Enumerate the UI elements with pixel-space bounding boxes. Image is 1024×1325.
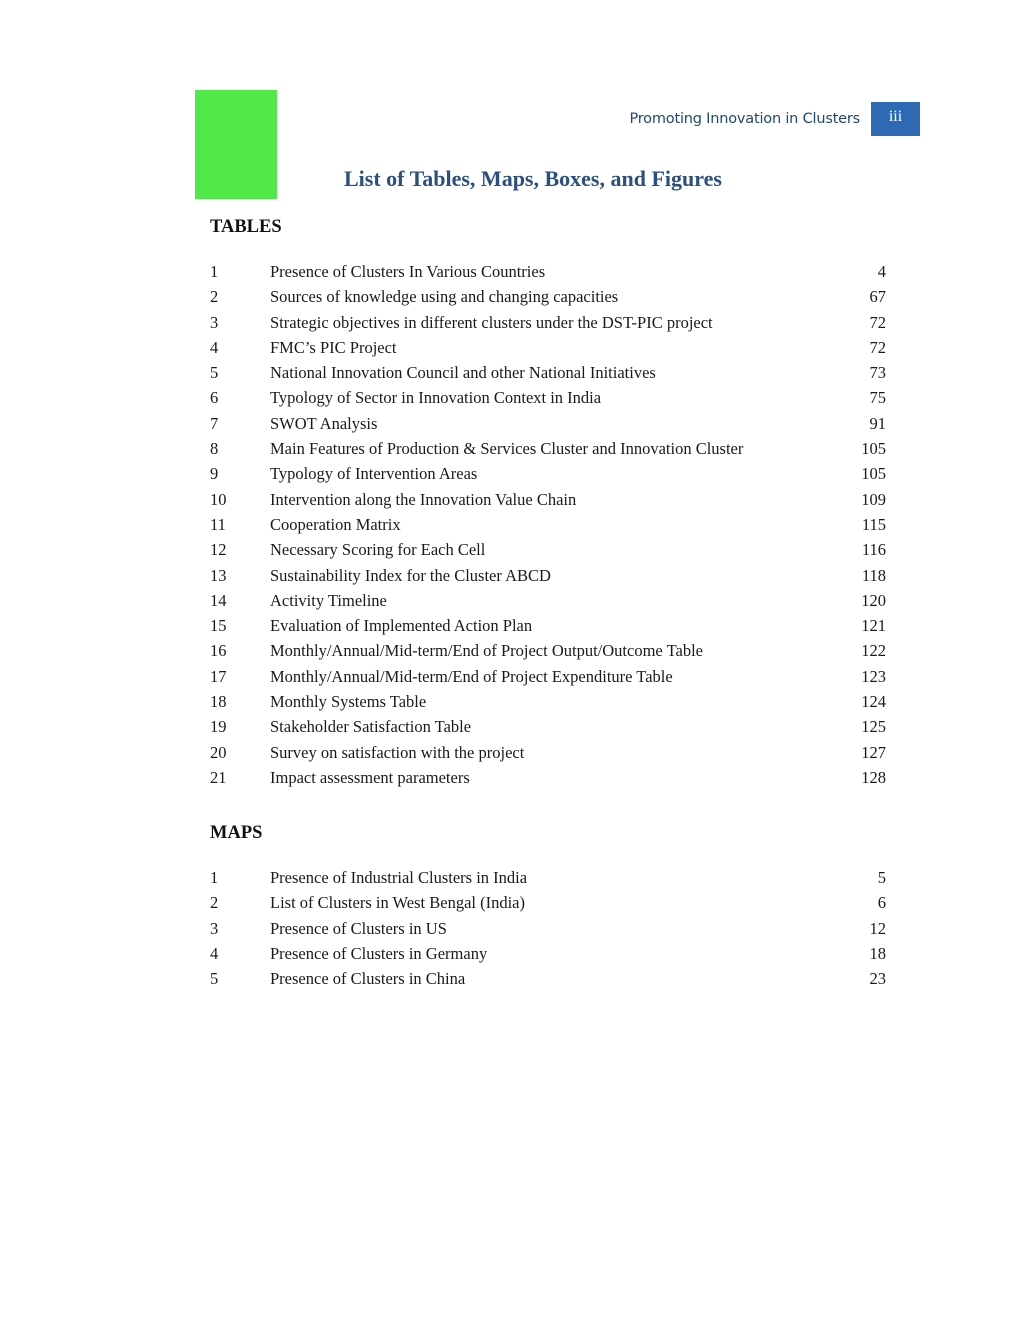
map-entry-title: Presence of Clusters in US (270, 918, 447, 938)
map-entry-title: Presence of Clusters in China (270, 969, 466, 989)
table-entry[interactable] (210, 335, 886, 360)
table-entry-page-number: 125 (861, 717, 886, 737)
table-entry-title: Activity Timeline (270, 590, 387, 610)
table-entry-page-number: 4 (877, 262, 886, 281)
map-entry[interactable] (210, 865, 886, 890)
table-entry-title: Evaluation of Implemented Action Plan (270, 616, 533, 636)
table-entry-title: SWOT Analysis (270, 413, 378, 433)
table-entry[interactable] (210, 689, 886, 714)
table-entry-page-number: 124 (861, 692, 886, 712)
table-entry-number: 21 (210, 767, 227, 787)
table-entry-page-number: 120 (861, 590, 886, 610)
table-entry[interactable] (210, 411, 886, 436)
table-entry-number: 16 (210, 641, 227, 661)
table-entry-title: Main Features of Production & Services Cluster and Innovation Cluster (270, 439, 744, 459)
table-entry[interactable] (210, 740, 886, 765)
table-entry-page-number: 127 (861, 742, 886, 762)
table-entry[interactable] (210, 360, 886, 385)
page-number-badge: iii (871, 102, 920, 136)
table-entry-page-number: 118 (861, 565, 886, 585)
table-entry[interactable] (210, 638, 886, 663)
table-entry[interactable] (210, 765, 886, 790)
table-entry-page-number: 109 (861, 489, 886, 509)
table-entry[interactable] (210, 714, 886, 739)
table-entry[interactable] (210, 461, 886, 486)
table-entry-page-number: 91 (869, 413, 886, 433)
page-title: List of Tables, Maps, Boxes, and Figures (344, 166, 722, 191)
map-entry-title: Presence of Clusters in Germany (270, 943, 488, 963)
table-entry-number: 18 (210, 692, 227, 712)
table-entry-title: Stakeholder Satisfaction Table (270, 717, 472, 737)
map-entry[interactable] (210, 916, 886, 941)
table-entry[interactable] (210, 563, 886, 588)
table-entry-page-number: 123 (861, 666, 886, 686)
table-entry-page-number: 128 (861, 767, 886, 787)
table-entry-number: 11 (210, 514, 226, 534)
map-entry-page-number: 6 (877, 893, 886, 913)
table-entry-number: 1 (210, 262, 219, 281)
table-entry[interactable] (210, 259, 886, 284)
table-entry-number: 13 (210, 565, 227, 585)
table-entry-page-number: 115 (861, 514, 886, 534)
table-entry-title: Presence of Clusters In Various Countries (270, 262, 546, 281)
table-entry[interactable] (210, 512, 886, 537)
maps-section-heading: MAPS (210, 823, 263, 843)
table-entry-title: National Innovation Council and other National Initiatives (270, 363, 656, 383)
map-entry-title: Presence of Industrial Clusters in India (270, 868, 528, 887)
table-entry-number: 12 (210, 540, 227, 560)
table-entry-page-number: 67 (869, 287, 886, 307)
table-entry-page-number: 105 (861, 464, 886, 484)
table-entry[interactable] (210, 385, 886, 410)
map-entry-page-number: 12 (869, 918, 886, 938)
map-entry-number: 5 (210, 969, 219, 989)
decorative-green-block (195, 90, 277, 199)
table-entry-page-number: 116 (861, 540, 886, 560)
tables-list (210, 259, 886, 790)
table-entry-page-number: 73 (869, 363, 886, 383)
table-entry-number: 8 (210, 439, 219, 459)
table-entry-page-number: 105 (861, 439, 886, 459)
table-entry-number: 9 (210, 464, 219, 484)
table-entry[interactable] (210, 588, 886, 613)
table-entry-title: Cooperation Matrix (270, 514, 401, 534)
table-entry-number: 10 (210, 489, 227, 509)
table-entry-title: Strategic objectives in different clusters under the DST-PIC project (270, 312, 713, 332)
table-entry-title: FMC’s PIC Project (270, 337, 397, 357)
map-entry[interactable] (210, 890, 886, 915)
table-entry-page-number: 122 (861, 641, 886, 661)
table-entry-number: 3 (210, 312, 219, 332)
table-entry-number: 2 (210, 287, 219, 307)
map-entry-number: 2 (210, 893, 219, 913)
map-entry-page-number: 5 (877, 868, 886, 887)
map-entry-title: List of Clusters in West Bengal (India) (270, 893, 525, 913)
table-entry[interactable] (210, 487, 886, 512)
table-entry-title: Monthly Systems Table (270, 692, 427, 712)
table-entry-number: 5 (210, 363, 219, 383)
table-entry-number: 7 (210, 413, 219, 433)
table-entry[interactable] (210, 613, 886, 638)
table-entry-number: 15 (210, 616, 227, 636)
table-entry[interactable] (210, 310, 886, 335)
table-entry-title: Necessary Scoring for Each Cell (270, 540, 486, 560)
table-entry-page-number: 72 (869, 337, 886, 357)
map-entry-number: 4 (210, 943, 219, 963)
table-entry-title: Monthly/Annual/Mid-term/End of Project Expenditure Table (270, 666, 673, 686)
table-entry[interactable] (210, 537, 886, 562)
map-entry-page-number: 23 (869, 969, 886, 989)
map-entry-page-number: 18 (869, 943, 886, 963)
table-entry-page-number: 72 (869, 312, 886, 332)
table-entry[interactable] (210, 436, 886, 461)
table-entry-number: 6 (210, 388, 219, 408)
table-entry-title: Sustainability Index for the Cluster ABCD (270, 565, 551, 585)
map-entry[interactable] (210, 966, 886, 991)
table-entry-number: 4 (210, 337, 219, 357)
table-entry-title: Intervention along the Innovation Value Chain (270, 489, 577, 509)
table-entry-title: Survey on satisfaction with the project (270, 742, 525, 762)
table-entry-title: Impact assessment parameters (270, 767, 470, 787)
table-entry[interactable] (210, 284, 886, 309)
maps-list (210, 865, 886, 991)
table-entry-page-number: 121 (861, 616, 886, 636)
table-entry[interactable] (210, 664, 886, 689)
table-entry-page-number: 75 (869, 388, 886, 408)
running-head: Promoting Innovation in Clusters (629, 111, 860, 127)
map-entry[interactable] (210, 941, 886, 966)
table-entry-number: 19 (210, 717, 227, 737)
table-entry-title: Sources of knowledge using and changing capacities (270, 287, 619, 307)
tables-section-heading: TABLES (210, 217, 282, 237)
table-entry-number: 20 (210, 742, 227, 762)
table-entry-title: Typology of Intervention Areas (270, 464, 478, 484)
map-entry-number: 1 (210, 868, 219, 887)
table-entry-title: Typology of Sector in Innovation Context in India (270, 388, 602, 408)
table-entry-number: 17 (210, 666, 227, 686)
table-entry-number: 14 (210, 590, 227, 610)
map-entry-number: 3 (210, 918, 219, 938)
table-entry-title: Monthly/Annual/Mid-term/End of Project Output/Outcome Table (270, 641, 703, 661)
